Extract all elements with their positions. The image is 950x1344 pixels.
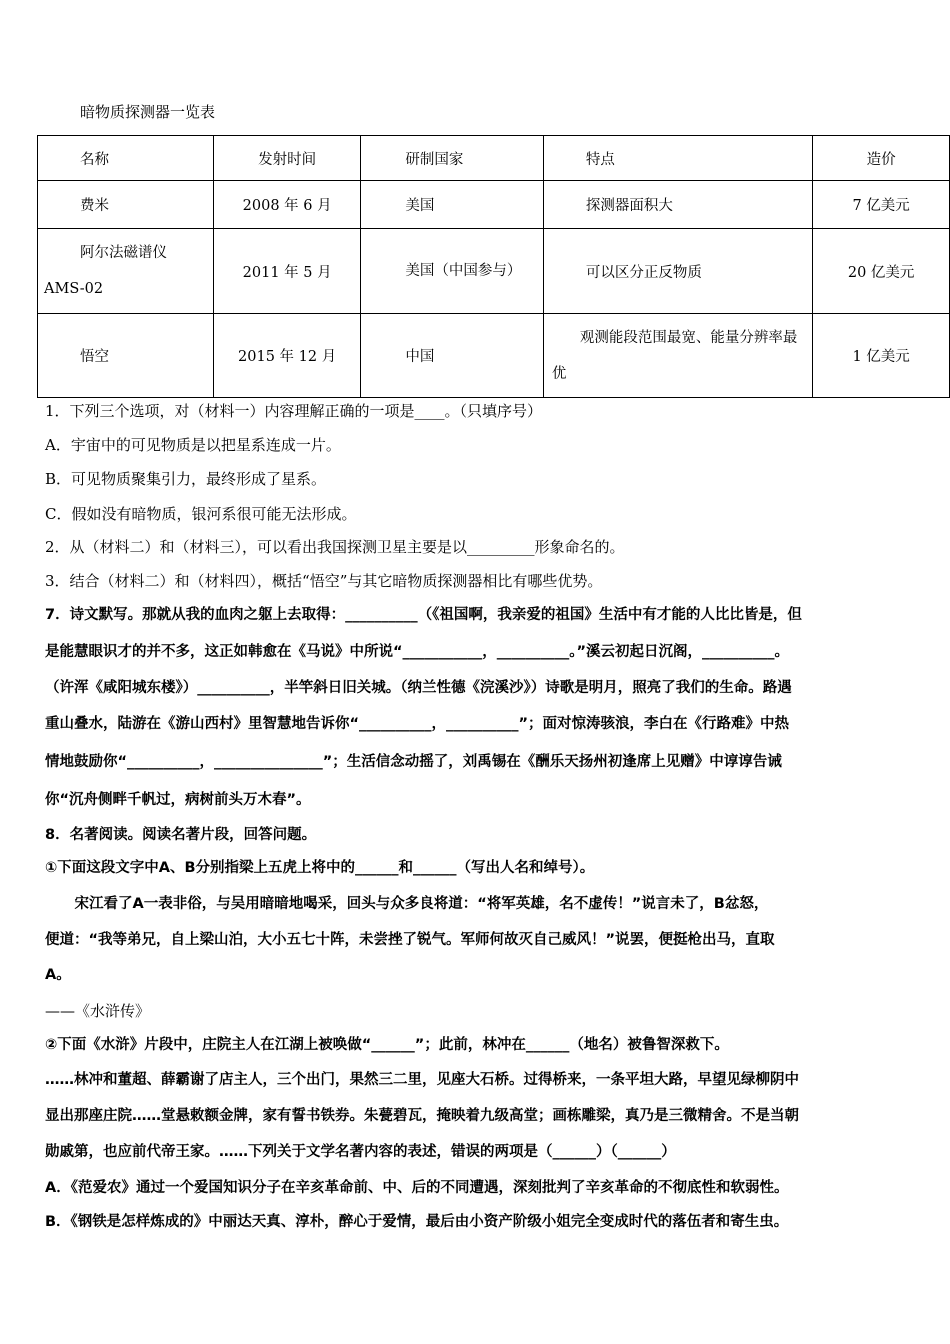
table-cell: 中国	[361, 314, 544, 398]
q7-line: （许浑《咸阳城东楼》）__________，半竿斜日旧关城。（纳兰性德《浣溪沙》）诗歌是明月，照亮了我们的生命。路遇	[45, 680, 792, 696]
table-cell: 可以区分正反物质	[543, 229, 812, 314]
table-cell: 7 亿美元	[813, 181, 950, 229]
table-cell: 费米	[38, 181, 214, 229]
header-cell: 名称	[38, 136, 214, 181]
q7-line: 重山叠水，陆游在《游山西村》里智慧地告诉你“__________，__________”；面对惊涛骇浪，李白在《行路难》中热	[45, 716, 790, 732]
q8-line: A。	[45, 967, 71, 983]
question-1: 1．下列三个选项，对（材料一）内容理解正确的一项是____。（只填序号）	[45, 402, 543, 420]
option-a: A．宇宙中的可见物质是以把星系连成一片。	[45, 436, 341, 454]
table-cell: 20 亿美元	[813, 229, 950, 314]
option-c: C．假如没有暗物质，银河系很可能无法形成。	[45, 505, 357, 523]
q8-line: 勋戚第，也应前代帝王家。……下列关于文学名著内容的表述，错误的两项是（______）（______）	[45, 1144, 676, 1160]
q8-line: ①下面这段文字中A、B分别指梁上五虎上将中的______和______（写出人名和绰号）。	[45, 860, 595, 876]
table-title: 暗物质探测器一览表	[80, 103, 216, 121]
table-cell: 悟空	[38, 314, 214, 398]
table-header-row	[38, 136, 950, 181]
table-row	[38, 314, 950, 398]
q8-line: 便道：“我等弟兄，自上梁山泊，大小五七十阵，未尝挫了锐气。军师何故灭自己威风！”说罢，便挺枪出马，直取	[45, 932, 775, 948]
q8-line: 显出那座庄院……堂悬敕额金牌，家有誓书铁券。朱甍碧瓦，掩映着九级高堂；画栋雕梁，真乃是三微精舍。不是当朝	[45, 1108, 799, 1124]
q7-line: 7．诗文默写。那就从我的血肉之躯上去取得：__________（《祖国啊，我亲爱的祖国》生活中有才能的人比比皆是，但	[45, 607, 802, 623]
q8-option-a: A．《范爱农》通过一个爱国知识分子在辛亥革命前、中、后的不同遭遇，深刻批判了辛亥革命的不彻底性和软弱性。	[45, 1180, 789, 1196]
table-row	[38, 181, 950, 229]
table-cell: 美国	[361, 181, 544, 229]
header-cell: 造价	[813, 136, 950, 181]
header-cell: 特点	[543, 136, 812, 181]
question-3: 3．结合（材料二）和（材料四），概括“悟空”与其它暗物质探测器相比有哪些优势。	[45, 572, 603, 590]
header-cell: 发射时间	[213, 136, 360, 181]
question-2: 2．从（材料二）和（材料三），可以看出我国探测卫星主要是以_________形象命名的。	[45, 538, 625, 556]
q7-line: 是能慧眼识才的并不多，这正如韩愈在《马说》中所说“___________，__________。”溪云初起日沉阁，__________。	[45, 644, 790, 660]
q8-line: ②下面《水浒》片段中，庄院主人在江湖上被唤做“______”；此前，林冲在______（地名）被鲁智深救下。	[45, 1037, 729, 1053]
q8-line: 宋江看了A一表非俗，与吴用暗暗地喝采，回头与众多良将道：“将军英雄，名不虚传！”说言未了，B忿怒，	[60, 896, 769, 912]
table-cell: 探测器面积大	[543, 181, 812, 229]
header-cell: 研制国家	[361, 136, 544, 181]
option-b: B．可见物质聚集引力，最终形成了星系。	[45, 470, 327, 488]
table-cell: 观测能段范围最宽、能量分辨率最优	[543, 314, 812, 398]
table-cell: 1 亿美元	[813, 314, 950, 398]
q8-source: ——《水浒传》	[45, 1002, 151, 1020]
table-cell: 美国（中国参与）	[361, 229, 544, 314]
table-cell: 2015 年 12 月	[213, 314, 360, 398]
table-cell: 阿尔法磁谱仪 AMS-02	[38, 229, 214, 314]
detector-table	[37, 135, 950, 398]
table-cell: 2011 年 5 月	[213, 229, 360, 314]
q7-line: 情地鼓励你“__________，_______________”；生活信念动摇了，刘禹锡在《酬乐天扬州初逢席上见赠》中谆谆告诫	[45, 754, 782, 770]
q8-option-b: B．《钢铁是怎样炼成的》中丽达天真、淳朴，醉心于爱情，最后由小资产阶级小姐完全变成时代的落伍者和寄生虫。	[45, 1214, 789, 1230]
q8-line: ……林冲和董超、薛霸谢了店主人，三个出门，果然三二里，见座大石桥。过得桥来，一条平坦大路，早望见绿柳阴中	[45, 1072, 799, 1088]
table-cell: 2008 年 6 月	[213, 181, 360, 229]
table-row	[38, 229, 950, 314]
q7-line: 你“沉舟侧畔千帆过，病树前头万木春”。	[45, 792, 311, 808]
q8-line: 8．名著阅读。阅读名著片段，回答问题。	[45, 827, 317, 843]
